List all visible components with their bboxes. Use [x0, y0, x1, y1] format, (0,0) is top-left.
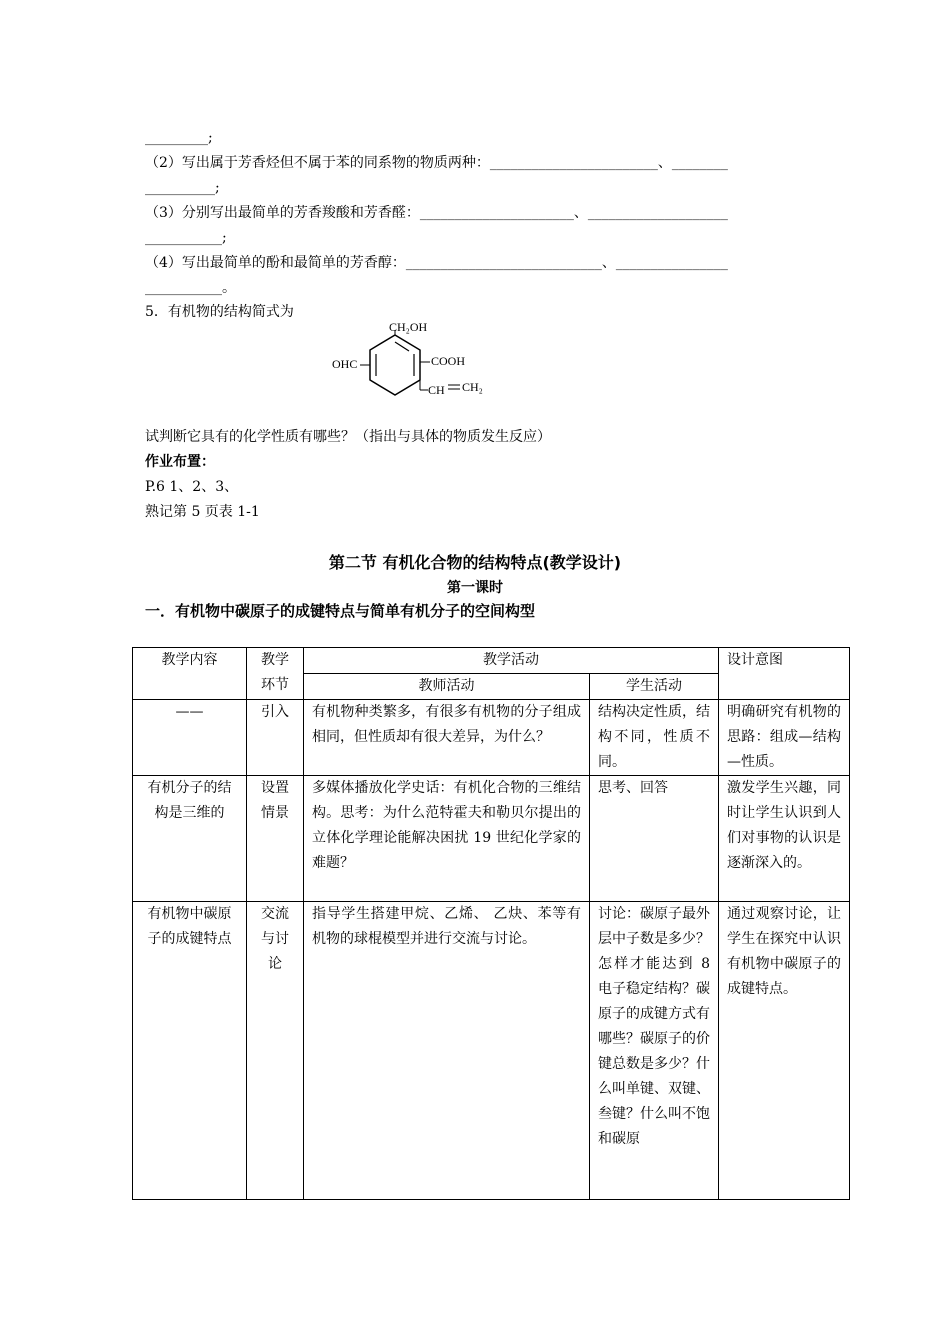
- row-teacher: 有机物种类繁多，有很多有机物的分子组成相同，但性质却有很大差异，为什么？: [304, 700, 590, 776]
- exercise-5: 5．有机物的结构简式为: [145, 304, 294, 320]
- homework-line-1: P.6 1、2、3、: [145, 479, 239, 495]
- lesson-title: 第一课时: [447, 580, 503, 596]
- header-stage: 教学环节: [247, 648, 304, 700]
- table-row: [133, 700, 850, 776]
- ohc-label: OHC: [332, 357, 358, 371]
- row-intent: 激发学生兴趣，同时让学生认识到人们对事物的认识是逐渐深入的。: [719, 776, 850, 902]
- bond-lines-icon: [360, 330, 450, 410]
- ch2oh-label: CH₂OH: [389, 320, 428, 334]
- header-content: 教学内容: [133, 648, 247, 700]
- lesson-plan-table: [132, 647, 850, 1200]
- row-content: 有机分子的结构是三维的: [133, 776, 247, 902]
- header-intent: 设计意图: [719, 648, 850, 700]
- table-row: [133, 902, 850, 1200]
- row-content: 有机物中碳原子的成键特点: [133, 902, 247, 1200]
- exercise-2: （2）写出属于芳香烃但不属于苯的同系物的物质两种：________________________、________: [145, 155, 728, 171]
- row-student: 结构决定性质，结构不同，性质不同。: [590, 700, 719, 776]
- header-activity: 教学活动: [304, 648, 719, 674]
- section-heading: 一．有机物中碳原子的成键特点与简单有机分子的空间构型: [145, 602, 536, 620]
- row-intent: 通过观察讨论，让学生在探究中认识有机物中碳原子的成键特点。: [719, 902, 850, 1200]
- row-teacher: 多媒体播放化学史话：有机化合物的三维结构。思考：为什么范特霍夫和勒贝尔提出的立体化学理论能解决困扰 19 世纪化学家的难题？: [304, 776, 590, 902]
- answer-blank-line: _________;: [145, 130, 213, 146]
- question-text: 试判断它具有的化学性质有哪些？（指出与具体的物质发生反应）: [145, 429, 551, 445]
- row-content: ——: [133, 700, 247, 776]
- double-bond-icon: [447, 381, 461, 393]
- answer-blank-line: ___________;: [145, 230, 227, 246]
- answer-blank-line: __________;: [145, 180, 220, 196]
- homework-label: 作业布置：: [145, 454, 215, 470]
- row-stage: 设置情景: [247, 776, 304, 902]
- homework-line-2: 熟记第 5 页表 1-1: [145, 504, 260, 520]
- row-student: 思考、回答: [590, 776, 719, 902]
- ch2-label: CH₂: [462, 380, 483, 394]
- row-teacher: 指导学生搭建甲烷、乙烯、 乙炔、苯等有机物的球棍模型并进行交流与讨论。: [304, 902, 590, 1200]
- row-intent: 明确研究有机物的思路：组成—结构—性质。: [719, 700, 850, 776]
- section-title: 第二节 有机化合物的结构特点(教学设计): [328, 553, 622, 572]
- ch-label: CH: [428, 383, 445, 397]
- answer-blank-line: ___________。: [145, 280, 236, 296]
- header-student: 学生活动: [590, 674, 719, 700]
- exercise-4: （4）写出最简单的酚和最简单的芳香醇：____________________________、________________: [145, 255, 728, 271]
- header-teacher: 教师活动: [304, 674, 590, 700]
- table-row: [133, 776, 850, 902]
- cooh-label: COOH: [431, 354, 466, 368]
- row-stage: 交流与讨论: [247, 902, 304, 1200]
- exercise-3: （3）分别写出最简单的芳香羧酸和芳香醛：______________________、____________________: [145, 205, 728, 221]
- row-student: 讨论：碳原子最外层中子数是多少？怎样才能达到 8 电子稳定结构？碳原子的成键方式有哪些？碳原子的价键总数是多少？什么叫单键、双键、叁键？什么叫不饱和碳原: [590, 902, 719, 1200]
- table-header-row: [133, 648, 850, 674]
- row-stage: 引入: [247, 700, 304, 776]
